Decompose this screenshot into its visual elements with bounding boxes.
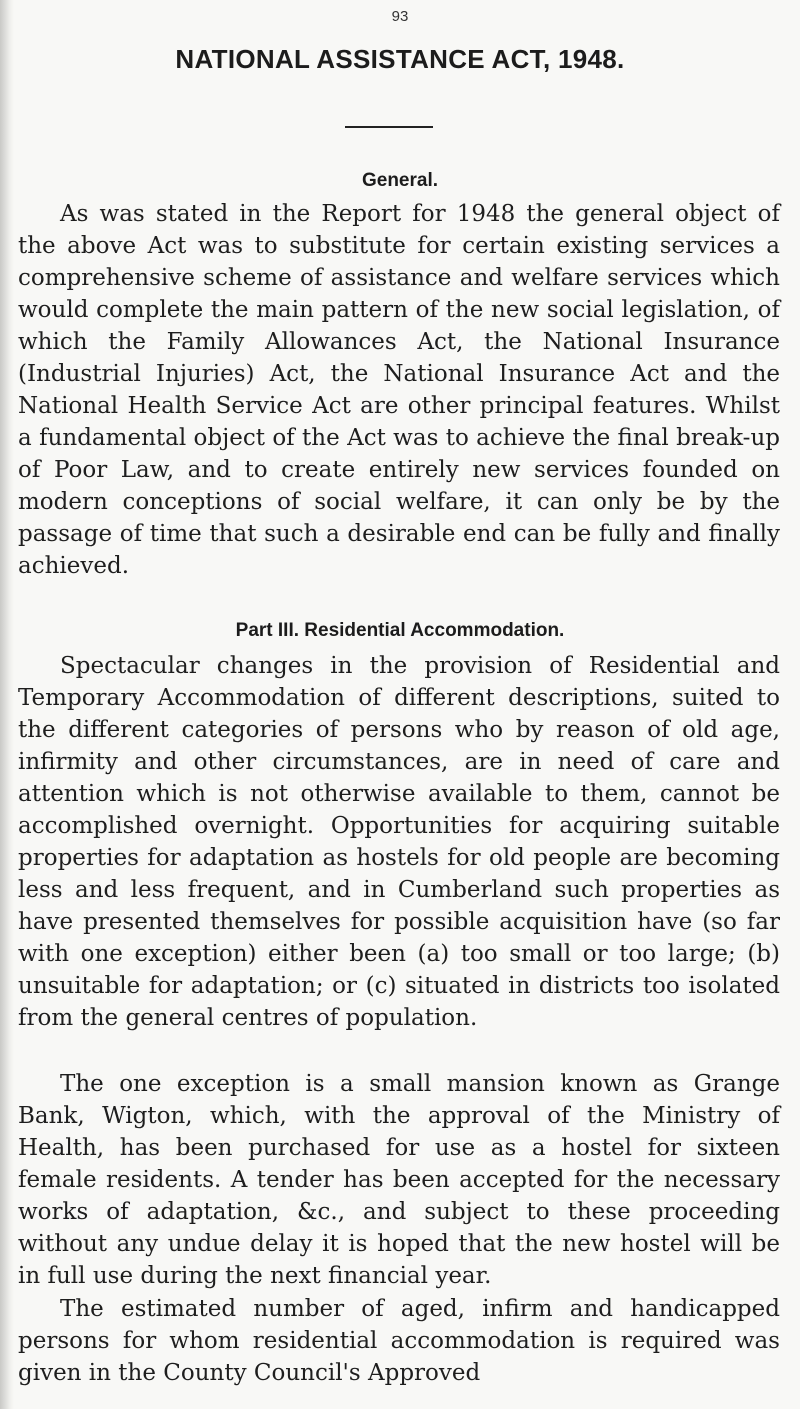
- paragraph-part3-3: The estimated number of aged, infirm and handicapped persons for whom residential accommodation is required was given in the County Council's Approved: [18, 1296, 780, 1386]
- heading-divider: [345, 126, 433, 128]
- page-edge-shadow: [0, 0, 14, 1409]
- paragraph-part3-1: Spectacular changes in the provision of Residential and Temporary Accommodation of different descriptions, suited to the different categories of persons who by reason of old age, infirmity and other circumstances, are in need of care and attention which is not otherwise available to them, cannot be accomplished overnight. Opportunities for acquiring suitable properties for adaptation as hostels for old people are becoming less and less frequent, and in Cumberland such properties as have presented themselves for possible acquisition have (so far with one exception) either been (a) too small or too large; (b) unsuitable for adaptation; or (c) situated in districts too isolated from the general centres of population.: [18, 653, 780, 1031]
- paragraph-general-1: As was stated in the Report for 1948 the general object of the above Act was to substitute for certain existing services a comprehensive scheme of assistance and welfare services which would complete the main pattern of the new social legislation, of which the Family Allowances Act, the National Insurance (Industrial Injuries) Act, the National Insurance Act and the National Health Service Act are other principal features. Whilst a fundamental object of the Act was to achieve the final break-up of Poor Law, and to create entirely new services founded on modern conceptions of social welfare, it can only be by the passage of time that such a desirable end can be fully and finally achieved.: [18, 201, 780, 579]
- document-title: NATIONAL ASSISTANCE ACT, 1948.: [175, 44, 625, 74]
- page-number: 93: [391, 8, 409, 25]
- section-heading-general: General.: [361, 170, 439, 191]
- paragraph-part3-2: The one exception is a small mansion known as Grange Bank, Wigton, which, with the approval of the Ministry of Health, has been purchased for use as a hostel for sixteen female residents. A tender has been accepted for the necessary works of adaptation, &c., and subject to these proceeding without any undue delay it is hoped that the new hostel will be in full use during the next financial year.: [18, 1071, 780, 1289]
- section-heading-part-iii: Part III. Residential Accommodation.: [235, 620, 565, 641]
